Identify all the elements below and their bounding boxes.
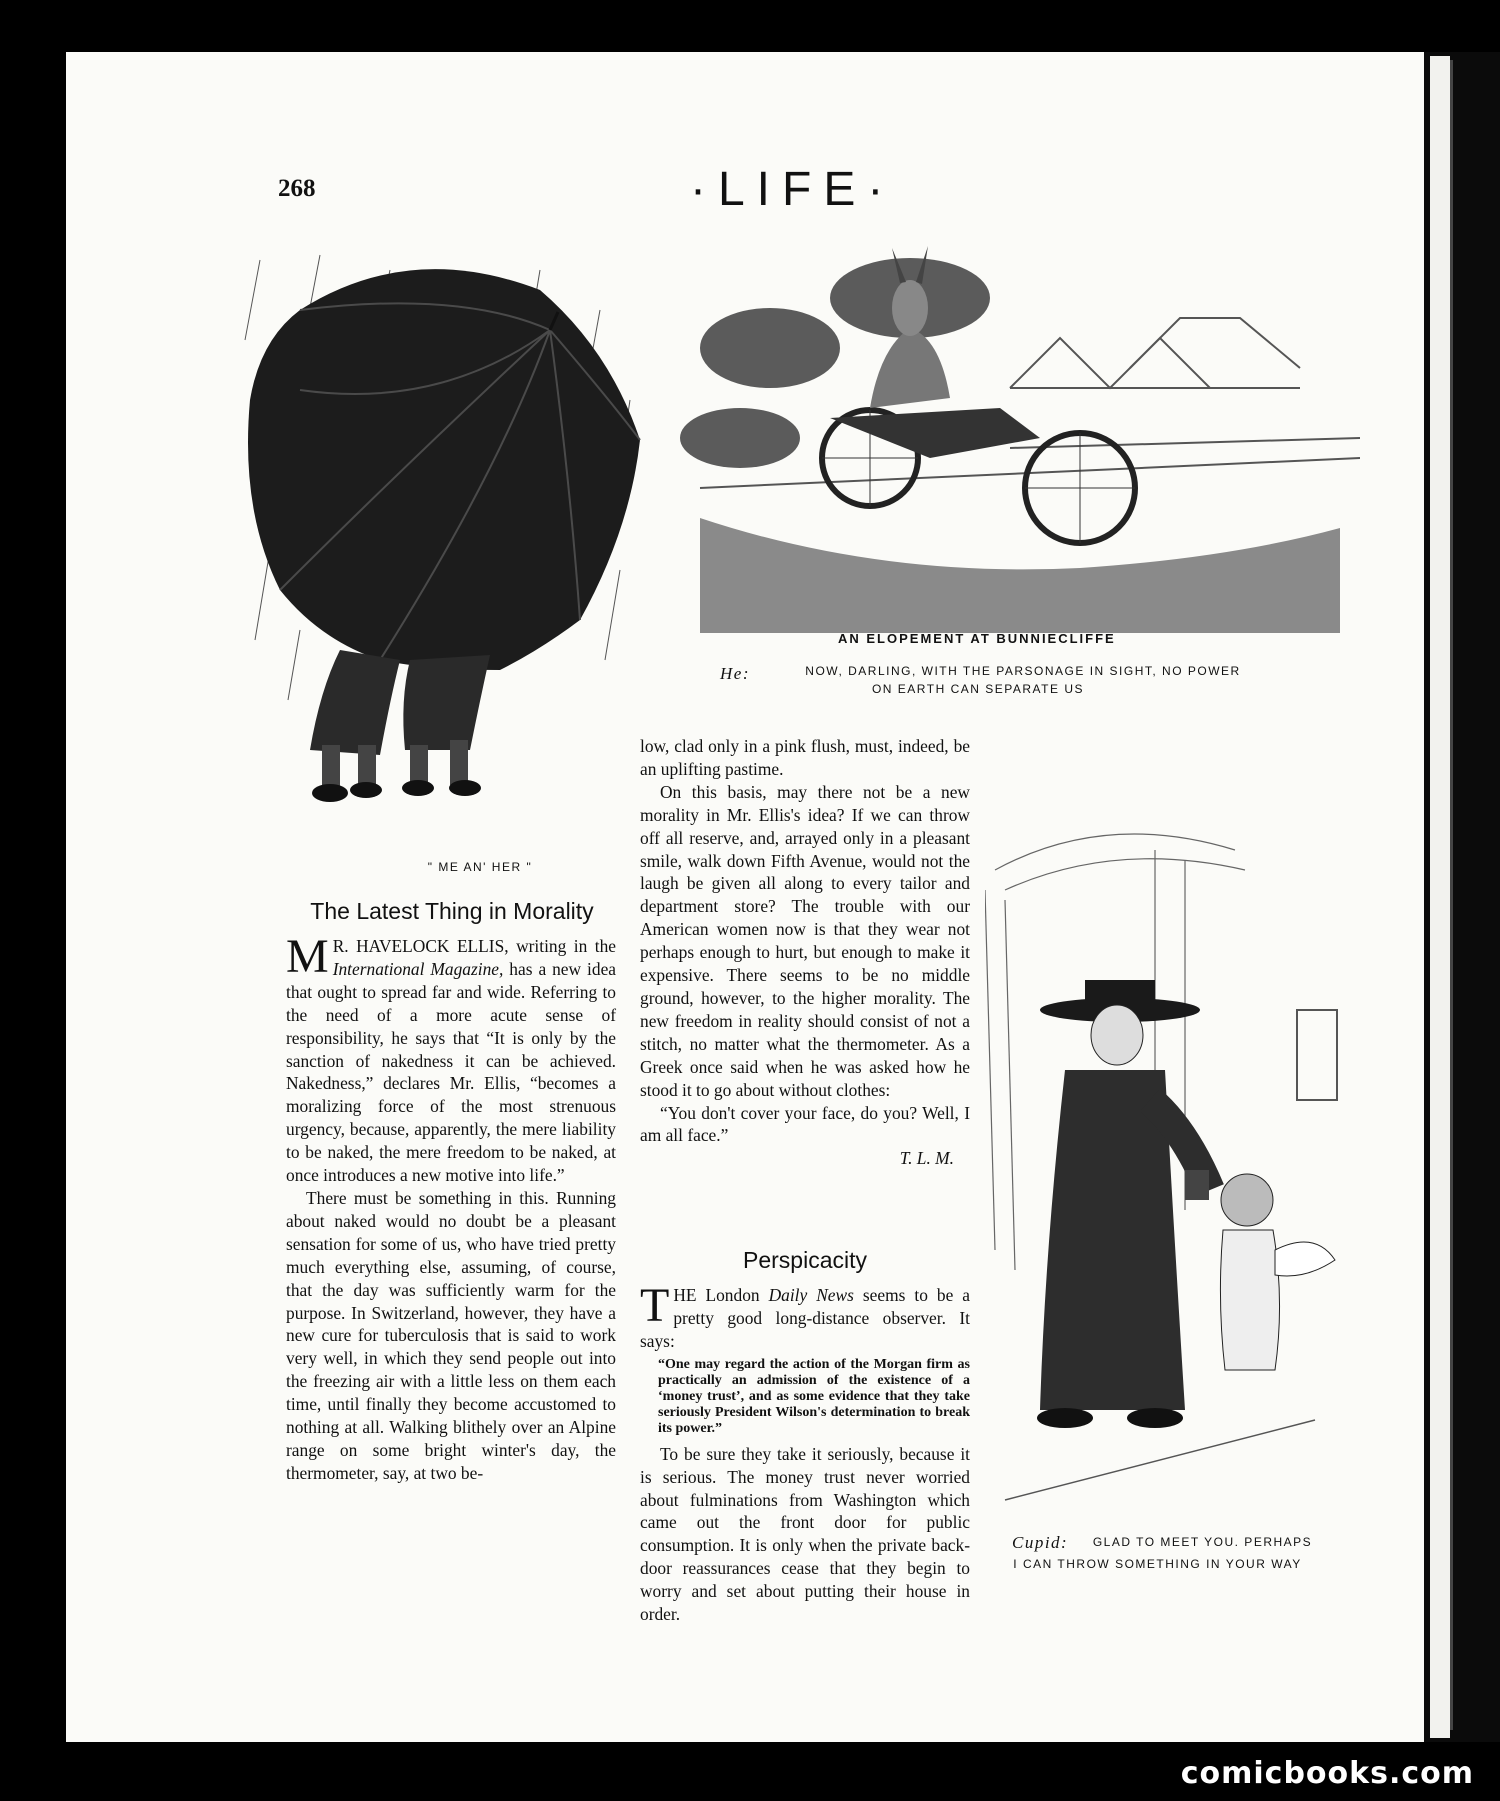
site-watermark: comicbooks.com: [1180, 1756, 1474, 1791]
article-signature: T. L. M.: [899, 1148, 954, 1169]
morality-paragraph-5: “You don't cover your face, do you? Well, I am all face.”: [640, 1102, 970, 1146]
masthead-title: ·LIFE·: [690, 163, 896, 216]
morality-paragraph-2: There must be something in this. Running about naked would no doubt be a pleasant sensation for some of us, who have tried pretty much everything else, assuming, of course, that the day was sufficiently warm for the purpose. In Switzerland, however, they have a new cure for tuberculosis that is said to work very well, in which they send people out into the freezing air with a little less on them each time, until finally they become accustomed to nothing at all. Walking blithely over an Alpine range on some bright winter's day, the thermometer, say, at two be-: [286, 1187, 616, 1483]
morality-paragraph-4: On this basis, may there not be a new morality in Mr. Ellis's idea? If we can throw off all reserve, and, arrayed only in a pleasant smile, walk down Fifth Avenue, would not the laugh be given all along to every tailor and department store? The trouble with our American women now is that they wear not perhaps enough to hurt, but enough to make it expensive. There seems to be no middle ground, however, to the higher morality. The new freedom in reality should consist of not a stitch, no matter what the thermometer. As a Greek once said when he was asked how he stood it to go about without clothes:: [640, 781, 970, 1100]
article-title-perspicacity: Perspicacity: [743, 1247, 867, 1273]
page-number: 268: [278, 175, 316, 202]
cupid-cartoon-line2: I CAN THROW SOMETHING IN YOUR WAY: [1013, 1557, 1302, 1571]
umbrella-cartoon-illustration: [240, 250, 650, 810]
cupid-cartoon-speaker: Cupid:: [1012, 1533, 1069, 1552]
elopement-cartoon-line1: NOW, DARLING, WITH THE PARSONAGE IN SIGHT, NO POWER: [805, 664, 1241, 678]
perspicacity-paragraph-1: THE London Daily News seems to be a pretty good long-distance observer. It says:: [640, 1279, 970, 1351]
cupid-cartoon-illustration: [985, 830, 1345, 1535]
elopement-cartoon-title: AN ELOPEMENT AT BUNNIECLIFFE: [838, 631, 1116, 646]
drop-cap-m: M: [286, 930, 329, 983]
facing-page-edge: [1430, 56, 1450, 1738]
column-2-text: [640, 735, 970, 1170]
elopement-cartoon-illustration: [680, 238, 1360, 633]
perspicacity-paragraph-2: To be sure they take it seriously, because it is serious. The money trust never worried about fulminations from Washington which came out the front door for public consumption. It is only when the private back-door reassurances cease that they begin to worry and set about putting their house in order.: [640, 1443, 970, 1625]
column-2-perspicacity-text: [640, 1279, 970, 1626]
morality-paragraph-1: M R. HAVELOCK ELLIS, writing in the International Magazine, has a new idea that ought to spread far and wide. Referring to the need of a more acute sense of responsibility, he says that “It is only by the sanction of nakedness it can be achieved. Nakedness,” declares Mr. Ellis, “becomes a moralizing force of the most strenuous urgency, because, apparently, the mere liability to be naked, the mere freedom to be naked, at once introduces a new motive into life.”: [286, 930, 617, 1186]
column-1-text: [286, 930, 617, 1485]
elopement-cartoon-line2: ON EARTH CAN SEPARATE US: [871, 682, 1085, 696]
elopement-cartoon-speaker: He:: [720, 664, 750, 683]
umbrella-cartoon-caption: " ME AN' HER ": [427, 860, 533, 874]
morality-paragraph-3: low, clad only in a pink flush, must, indeed, be an uplifting pastime.: [640, 736, 970, 779]
cupid-cartoon-line1: GLAD TO MEET YOU. PERHAPS: [1092, 1535, 1313, 1549]
drop-cap-t: T: [640, 1279, 670, 1332]
gutter-line: [1450, 60, 1453, 1730]
article-title-morality: The Latest Thing in Morality: [310, 898, 594, 924]
daily-news-quote: “One may regard the action of the Morgan firm as practically an admission of the existence of a ‘money trust’, and as some evidence that they take seriously President Wilson's determination to break its power.”: [658, 1356, 970, 1436]
